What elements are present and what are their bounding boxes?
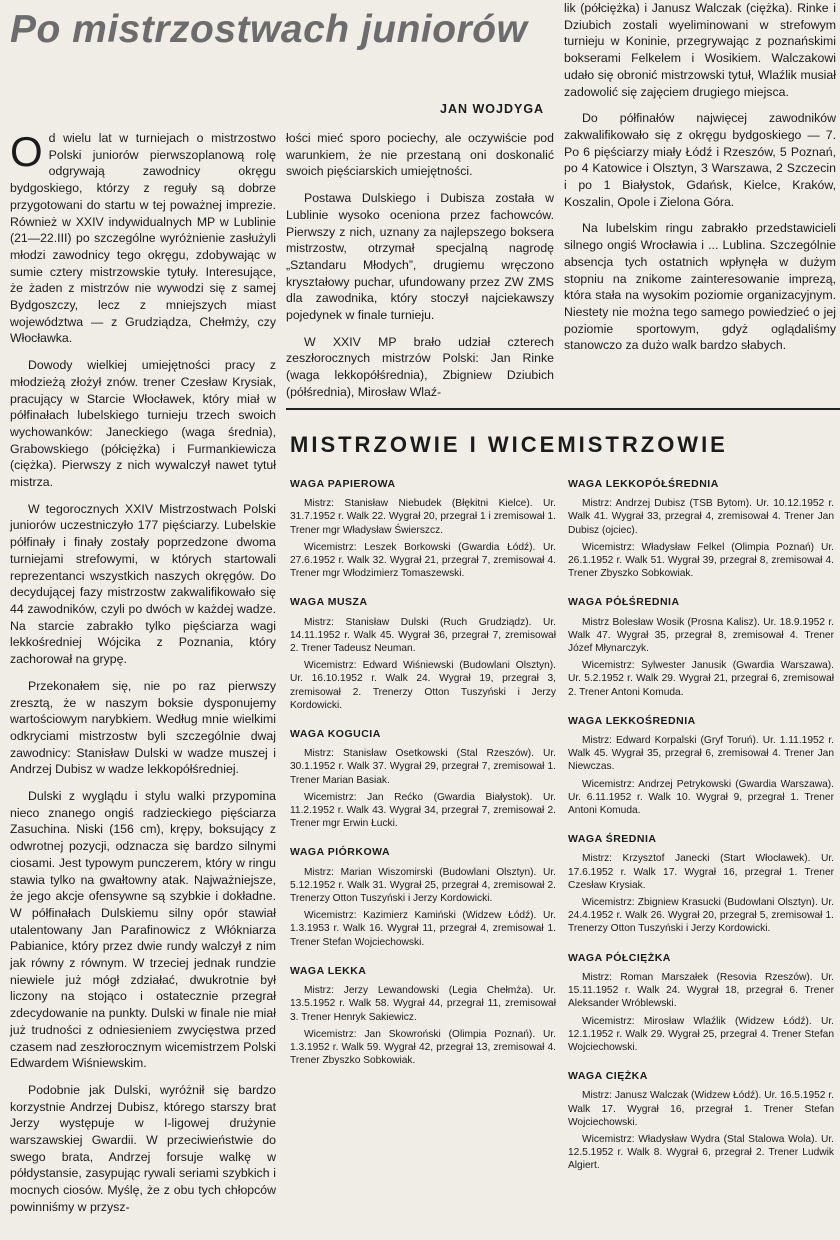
runner-up-entry: Wicemistrz: Zbigniew Krasucki (Budowlani Olsztyn). Ur. 24.4.1952 r. Walk 26. Wygrał 20, przegrał 5, zremisował 1. Trenerzy Otton Tuszyński i Jerzy Kordowicki. xyxy=(568,897,834,935)
runner-up-entry: Wicemistrz: Jan Skowroński (Olimpia Poznań). Ur. 1.3.1952 r. Walk 59. Wygrał 42, przegrał 13, zremisował 4. Trener Zbyszko Sobkowiak. xyxy=(290,1028,556,1067)
article-column-1 xyxy=(10,130,276,1226)
results-column-right xyxy=(568,478,834,1189)
champion-entry: Mistrz Bolesław Wosik (Prosna Kalisz). Ur. 18.9.1952 r. Walk 47. Wygrał 35, przegrał 8, zremisował 4. Trener Józef Młynarczyk. xyxy=(568,616,834,655)
champion-entry: Mistrz: Edward Korpalski (Gryf Toruń). Ur. 1.11.1952 r. Walk 45. Wygrał 35, przegrał 6, zremisował 4. Trener Jan Niewczas. xyxy=(568,735,834,773)
champion-entry: Mistrz: Stanisław Niebudek (Błękitni Kielce). Ur. 31.7.1952 r. Walk 22. Wygrał 20, przegrał 1 i zremisował 1. Trener mgr Władysław Świerszcz. xyxy=(290,498,556,536)
runner-up-entry: Wicemistrz: Władysław Wydra (Stal Stalowa Wola). Ur. 12.5.1952 r. Walk 8. Wygrał 6, przegrał 2. Trener Ludwik Algiert. xyxy=(568,1133,834,1172)
paragraph: łości mieć sporo pociechy, ale oczywiście pod warunkiem, że nie przestaną oni doskonalić swoich pięściarskich umiejętności. xyxy=(286,131,554,179)
paragraph: d wielu lat w turniejach o mistrzostwo Polski juniorów pierwszoplanową rolę odgrywają zawodnicy okręgu bydgoskiego, którzy z reguły są dobrze przygotowani do startu w tej poważnej imprezie. Również w XXIV indywidualnych MP w Lublinie (21—22.III) po szczególne wyróżnienie zasłużyli młodzi zawodnicy tego okręgu, zdobywając w sumie cztery mistrzowskie tytuły. Interesujące, że żaden z mistrzów nie wywodzi się z samej Bydgoszczy, lecz z mniejszych miast województwa — z Grudziądza, Chełmży, czy Włocławka. xyxy=(10,131,276,346)
weight-class-block xyxy=(290,478,556,580)
weight-class-block xyxy=(568,596,834,698)
weight-class-heading: WAGA PAPIEROWA xyxy=(290,478,396,490)
runner-up-entry: Wicemistrz: Mirosław Wlaźlik (Widzew Łódź). Ur. 12.1.1952 r. Walk 29. Wygrał 25, przegrał 4. Trener Stefan Wojciechowski. xyxy=(568,1015,834,1053)
runner-up-entry: Wicemistrz: Władysław Felkel (Olimpia Poznań) Ur. 26.1.1952 r. Walk 51. Wygrał 39, przegrał 8, zremisował 4. Trener Zbyszko Sobkowiak. xyxy=(568,541,834,580)
runner-up-entry: Wicemistrz: Andrzej Petrykowski (Gwardia Warszawa). Ur. 6.11.1952 r. Walk 10. Wygrał 9, przegrał 1. Trener Antoni Komuda. xyxy=(568,778,834,817)
champion-entry: Mistrz: Janusz Walczak (Widzew Łódź). Ur. 16.5.1952 r. Walk 17. Wygrał 16, przegrał 1. Trener Stefan Wojciechowski. xyxy=(568,1090,834,1128)
paragraph: Postawa Dulskiego i Dubisza została w Lublinie wysoko oceniona przez fachowców. Pierwszy z nich, uznany za najlepszego boksera mistrzostw, otrzymał specjalną nagrodę „Sztandaru Młodych”, drugiemu wręczono kryształowy puchar, ufundowany przez ZW ZMS dla zawodnika, który stoczył najciekawszy pojedynek w finale turnieju. xyxy=(286,191,554,323)
champion-entry: Mistrz: Jerzy Lewandowski (Legia Chełmża). Ur. 13.5.1952 r. Walk 58. Wygrał 44, przegrał 11, zremisował 3. Trener Henryk Sakiewicz. xyxy=(290,985,556,1023)
runner-up-entry: Wicemistrz: Jan Rećko (Gwardia Białystok). Ur. 11.2.1952 r. Walk 43. Wygrał 34, przegrał 7, zremisował 2. Trener mgr Erwin Łucki. xyxy=(290,791,556,830)
section-title: MISTRZOWIE I WICEMISTRZOWIE xyxy=(290,432,728,457)
drop-cap: O xyxy=(10,128,43,175)
paragraph: Do półfinałów najwięcej zawodników zakwalifikowało się z okręgu bydgoskiego — 7. Po 6 pięściarzy miały Łódź i Rzeszów, 5 Poznań, po 4 Katowice i Olsztyn, 3 Warszawa, 2 Szczecin i po 1 Białystok, Gdańsk, Kielce, Kraków, Koszalin, Opole i Zielona Góra. xyxy=(564,111,836,209)
champion-entry: Mistrz: Andrzej Dubisz (TSB Bytom). Ur. 10.12.1952 r. Walk 41. Wygrał 33, przegrał 4, zremisował 4. Trener Jan Dubisz (ojciec). xyxy=(568,498,834,536)
runner-up-entry: Wicemistrz: Kazimierz Kamiński (Widzew Łódź). Ur. 1.3.1953 r. Walk 16. Wygrał 11, przegrał 4, zremisował 1. Trener Stefan Wojciechowski. xyxy=(290,910,556,948)
weight-class-heading: WAGA MUSZA xyxy=(290,596,368,609)
article-column-3 xyxy=(564,0,836,364)
champion-entry: Mistrz: Stanisław Dulski (Ruch Grudziądz). Ur. 14.11.1952 r. Walk 45. Wygrał 36, przegrał 7, zremisował 2. Trener Tadeusz Neuman. xyxy=(290,616,556,655)
article-column-2 xyxy=(286,130,554,411)
runner-up-entry: Wicemistrz: Edward Wiśniewski (Budowlani Olsztyn). Ur. 16.10.1952 r. Walk 24. Wygrał 19, przegrał 3, zremisował 2. Trenerzy Otton Tuszyński i Jerzy Kordowicki. xyxy=(290,660,556,711)
paragraph: W XXIV MP brało udział czterech zeszłorocznych mistrzów Polski: Jan Rinke (waga lekkopółśrednia), Zbigniew Dziubich (półśrednia), Mirosław Wlaź- xyxy=(286,334,554,399)
champion-entry: Mistrz: Marian Wiszomirski (Budowlani Olsztyn). Ur. 5.12.1952 r. Walk 31. Wygrał 25, przegrał 4, zremisował 2. Trenerzy Otton Tuszyński i Jerzy Kordowicki. xyxy=(290,866,556,905)
results-column-left xyxy=(290,478,556,1083)
weight-class-block xyxy=(290,846,556,948)
weight-class-heading: WAGA PIÓRKOWA xyxy=(290,846,391,859)
weight-class-block xyxy=(568,478,834,580)
champion-entry: Mistrz: Stanisław Osetkowski (Stal Rzeszów). Ur. 30.1.1952 r. Walk 37. Wygrał 29, przegrał 7, zremisował 1. Trener Marian Basiak. xyxy=(290,748,556,786)
champion-entry: Mistrz: Krzysztof Janecki (Start Włocławek). Ur. 17.6.1952 r. Walk 17. Wygrał 16, przegrał 1. Trener Czesław Krysiak. xyxy=(568,853,834,891)
weight-class-block xyxy=(290,728,556,830)
weight-class-block xyxy=(290,596,556,712)
weight-class-heading: WAGA ŚREDNIA xyxy=(568,833,657,846)
weight-class-heading: WAGA LEKKA xyxy=(290,964,367,977)
paragraph: Podobnie jak Dulski, wyróżnił się bardzo korzystnie Andrzej Dubisz, którego starszy brat Jerzy występuje w I-ligowej drużynie warszawskiej Gwardii. W przeciwieństwie do swego brata, Andrzej forsuje walkę w półdystansie, zasypując rywali seriami szybkich i mocnych ciosów. Myślę, że z obu tych chłopców powinniśmy w przysz- xyxy=(10,1082,276,1214)
weight-class-heading: WAGA LEKKOPÓŁŚREDNIA xyxy=(568,478,719,490)
weight-class-heading: WAGA LEKKOŚREDNIA xyxy=(568,714,696,727)
paragraph: Dowody wielkiej umiejętności pracy z młodzieżą złożył znów. trener Czesław Krysiak, pracujący w Starcie Włocławek, który miał w półfinałach lubelskiego turnieju trzech swoich wychowanków: Janeckiego (waga średnia), Grabowskiego (półciężka) i Furmankiewicza (ciężka). Pierwszy z nich wywalczył nawet tytuł mistrza. xyxy=(10,358,276,490)
byline: JAN WOJDYGA xyxy=(440,102,545,116)
paragraph: W tegorocznych XXIV Mistrzostwach Polski juniorów uczestniczyło 177 pięściarzy. Lubelskie półfinały i finały zostały poprzedzone dwoma turniejami strefowymi, w których startowali reprezentanci wszystkich naszych okręgów. Do decydującej fazy mistrzostw zakwalifikowało się 44 zawodników, czyli po dwóch w każdej wadze. Na starcie zabrakło tylko pięściarza wagi lekkośredniej Wójcika z Poznania, który zachorował na grypę. xyxy=(10,501,276,667)
paragraph: lik (półciężka) i Janusz Walczak (ciężka). Rinke i Dziubich zostali wyeliminowani w strefowym turnieju w Koninie, przegrywając z poznańskimi bokserami Felkelem i Wosikiem. Walczakowi udało się obronić mistrzowski tytuł, Wlaźlik musiał zadowolić się zajęciem drugiego miejsca. xyxy=(564,1,836,99)
weight-class-heading: WAGA KOGUCIA xyxy=(290,728,381,741)
paragraph: Przekonałem się, nie po raz pierwszy zresztą, że w naszym boksie dysponujemy wartościowym narybkiem. Według mnie wielkimi odkryciami mistrzostw byli szczególnie dwaj zawodnicy: Stanisław Dulski w wadze muszej i Andrzej Dubisz w wadze lekkopółśredniej. xyxy=(10,678,276,777)
section-divider xyxy=(286,408,840,410)
runner-up-entry: Wicemistrz: Leszek Borkowski (Gwardia Łódź). Ur. 27.6.1952 r. Walk 32. Wygrał 21, przegrał 7, zremisował 4. Trener mgr Włodzimierz Tomaszewski. xyxy=(290,541,556,580)
headline: Po mistrzostwach juniorów xyxy=(10,8,528,51)
paragraph: Na lubelskim ringu zabrakło przedstawicieli silnego ongiś Wrocławia i ... Lublina. Szczególnie absencja tych ostatnich wpłynęła w dużym stopniu na znikome zainteresowanie imprezą, która stała na wysokim poziomie organizacyjnym. Niestety nie można tego samego powiedzieć o jej poziomie sportowym, gdyż oglądaliśmy stanowczo za dużo walk bardzo słabych. xyxy=(564,221,836,353)
runner-up-entry: Wicemistrz: Sylwester Janusik (Gwardia Warszawa). Ur. 5.2.1952 r. Walk 29. Wygrał 21, przegrał 6, zremisował 2. Trener Antoni Komuda. xyxy=(568,660,834,698)
weight-class-block xyxy=(290,965,556,1067)
weight-class-block xyxy=(568,1070,834,1172)
weight-class-block xyxy=(568,952,834,1054)
paragraph: Dulski z wyglądu i stylu walki przypomina nieco znanego ongiś radzieckiego pięściarza Zasuchina. Niski (156 cm), krępy, boksujący z odwrotnej pozycji, odznacza się bardzo silnymi ciosami. Jest typowym punczerem, który w ringu stawia tylko na gwałtowny atak. Najważniejsze, że jego akcje ofensywne są szybkie i dokładne. W półfinałach Dulskiemu silny opór stawiał utalentowany Jan Parafinowicz z Włókniarza Pabianice, który przez dwie rundy walczył z nim jak równy z równym. W trzeciej jednak rundzie niewiele już mógł zdziałać, dwukrotnie był liczony na stojąco i ostatecznie przegrał zdecydowanie na punkty. Dulski w finale nie miał już trudności z odniesieniem zwycięstwa przed czasem nad zeszłorocznym wicemistrzem Polski Edwardem Wiśniewskim. xyxy=(10,789,276,1071)
weight-class-block xyxy=(568,833,834,935)
weight-class-block xyxy=(568,715,834,817)
champion-entry: Mistrz: Roman Marszałek (Resovia Rzeszów). Ur. 15.11.1952 r. Walk 24. Wygrał 18, przegrał 6. Trener Aleksander Wróblewski. xyxy=(568,971,834,1010)
weight-class-heading: WAGA PÓŁŚREDNIA xyxy=(568,596,680,609)
weight-class-heading: WAGA CIĘŻKA xyxy=(568,1070,648,1083)
weight-class-heading: WAGA PÓŁCIĘŻKA xyxy=(568,951,671,964)
